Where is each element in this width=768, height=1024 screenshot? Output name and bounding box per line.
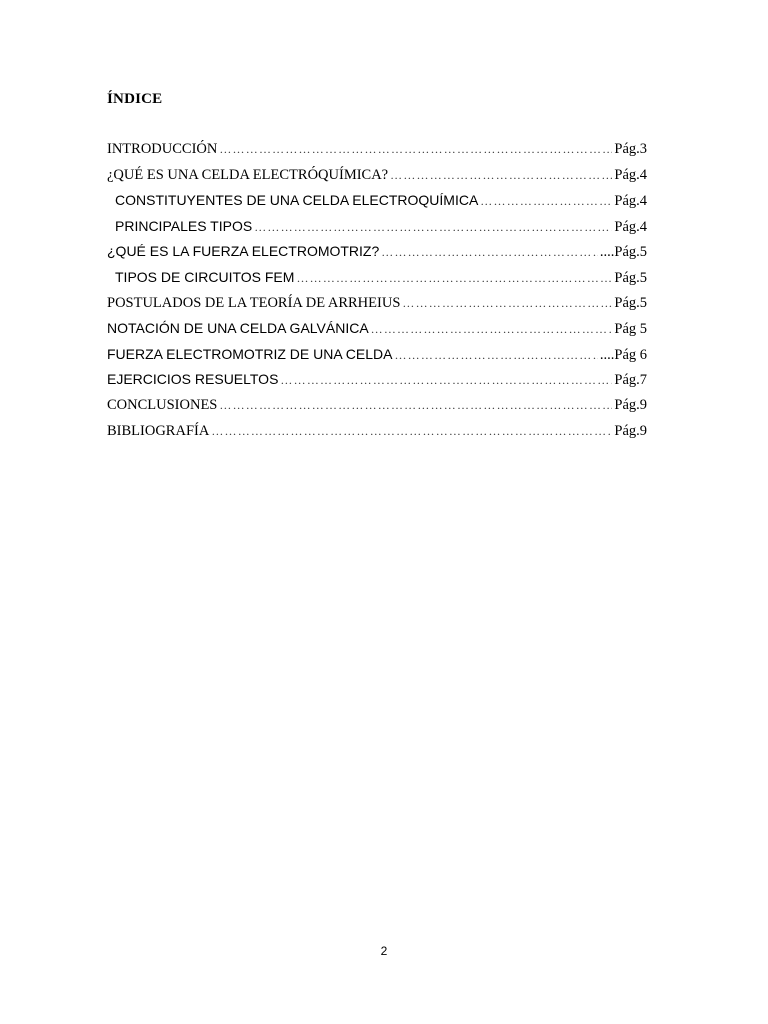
dot-leader: [394, 348, 597, 363]
toc-entry-tipos-circuitos[interactable]: [107, 269, 647, 295]
toc-entry-page: Pág.5: [614, 294, 647, 311]
toc-entry-fem-celda[interactable]: [107, 346, 647, 372]
toc-entry-label: EJERCICIOS RESUELTOS: [107, 371, 279, 388]
toc-entry-page: ....Pág 6: [599, 346, 647, 363]
toc-entry-page: Pág.9: [614, 396, 647, 413]
toc-entry-page: Pág.9: [614, 422, 647, 439]
toc-entry-page: Pág.4: [614, 193, 647, 210]
toc-entry-page: Pág.4: [614, 166, 647, 183]
dot-leader: [211, 424, 612, 439]
dot-leader: [480, 194, 612, 209]
toc-entry-page: ....Pág.5: [599, 244, 647, 261]
toc-entry-page: Pág.3: [614, 141, 647, 157]
toc-entry-introduccion[interactable]: [107, 141, 647, 167]
toc-entry-postulados[interactable]: [107, 295, 647, 321]
toc-entry-page: Pág.5: [614, 269, 647, 286]
toc-entry-que-es-celda[interactable]: [107, 167, 647, 193]
toc-entry-ejercicios[interactable]: [107, 371, 647, 397]
toc-entry-page: Pág.4: [614, 218, 647, 235]
toc-entry-label: PRINCIPALES TIPOS: [115, 217, 253, 234]
toc-entry-label: CONCLUSIONES: [107, 396, 218, 413]
dot-leader: [280, 373, 612, 388]
toc-entry-label: BIBLIOGRAFÍA: [107, 422, 210, 439]
dot-leader: [390, 168, 612, 183]
toc-entry-conclusiones[interactable]: [107, 397, 647, 423]
dot-leader: [371, 322, 613, 337]
dot-leader: [381, 245, 598, 260]
table-of-contents: [107, 141, 647, 448]
toc-entry-label: POSTULADOS DE LA TEORÍA DE ARRHEIUS: [107, 294, 401, 311]
dot-leader: [296, 271, 612, 286]
toc-entry-notacion[interactable]: [107, 320, 647, 346]
dot-leader: [219, 398, 612, 413]
toc-entry-label: TIPOS DE CIRCUITOS FEM: [115, 268, 295, 285]
toc-entry-principales-tipos[interactable]: [107, 218, 647, 244]
toc-entry-label: ¿QUÉ ES UNA CELDA ELECTRÓQUÍMICA?: [107, 166, 389, 183]
toc-entry-label: CONSTITUYENTES DE UNA CELDA ELECTROQUÍMICA: [115, 192, 479, 209]
toc-entry-page: Pág 5: [614, 321, 647, 338]
dot-leader: [402, 296, 612, 311]
dot-leader: [219, 142, 612, 157]
toc-entry-fuerza-electromotriz[interactable]: [107, 243, 647, 269]
toc-entry-page: Pág.7: [614, 372, 647, 389]
toc-entry-label: FUERZA ELECTROMOTRIZ DE UNA CELDA: [107, 345, 393, 362]
page-number: 2: [380, 944, 388, 958]
toc-heading: ÍNDICE: [107, 91, 163, 107]
toc-entry-constituyentes[interactable]: [107, 192, 647, 218]
toc-entry-bibliografia[interactable]: [107, 423, 647, 449]
dot-leader: [254, 220, 612, 235]
toc-entry-label: NOTACIÓN DE UNA CELDA GALVÁNICA: [107, 320, 369, 337]
toc-entry-label: ¿QUÉ ES LA FUERZA ELECTROMOTRIZ?: [107, 243, 380, 260]
toc-entry-label: INTRODUCCIÓN: [107, 141, 218, 157]
